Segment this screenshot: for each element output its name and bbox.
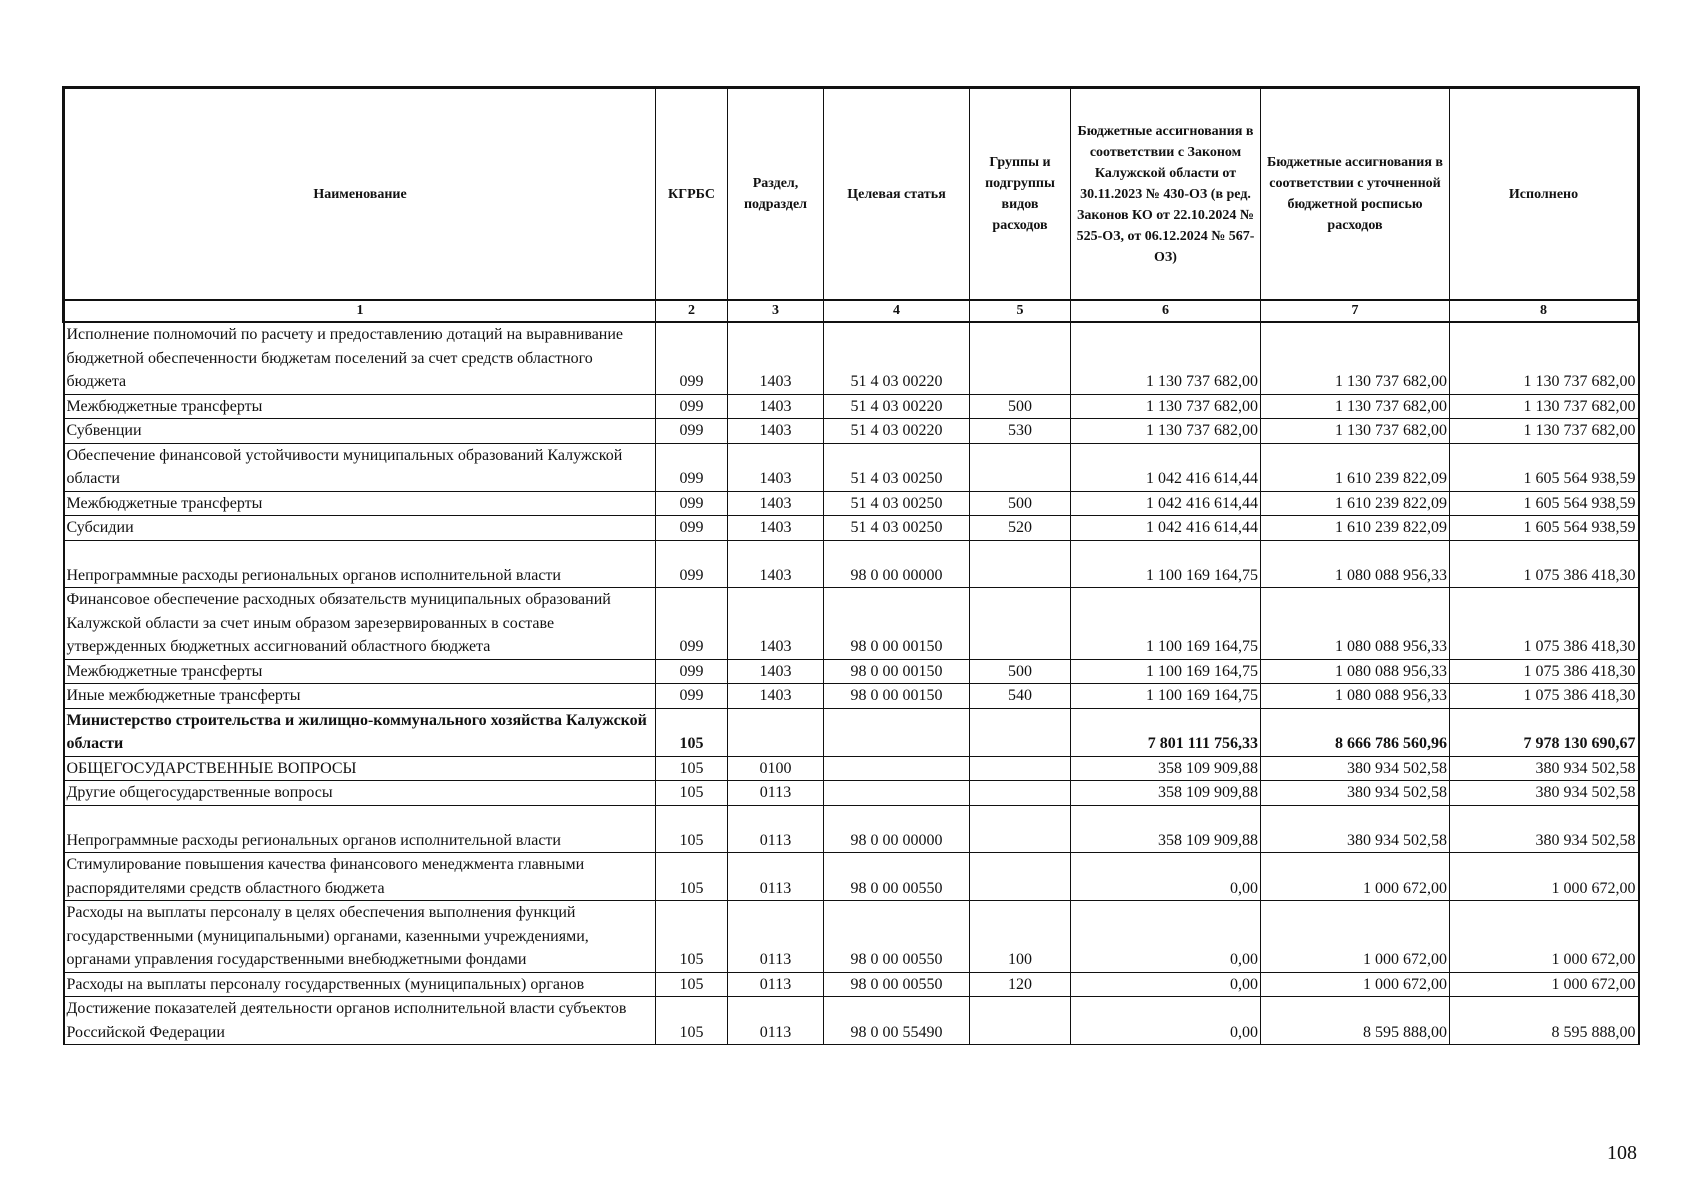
row-name: Другие общегосударственные вопросы — [64, 781, 656, 806]
table-row — [64, 540, 1639, 588]
header-refined-allocations: Бюджетные ассигнования в соответствии с уточненной бюджетной росписью расходов — [1261, 88, 1450, 301]
row-plan-amount: 380 934 502,58 — [1261, 781, 1450, 806]
column-number: 7 — [1261, 300, 1450, 322]
row-target-article: 98 0 00 00550 — [824, 901, 970, 973]
table-row — [64, 394, 1639, 419]
row-kgrbs: 105 — [656, 901, 728, 973]
row-expense-group — [970, 443, 1071, 491]
row-razdel: 1403 — [728, 491, 824, 516]
row-target-article: 51 4 03 00250 — [824, 443, 970, 491]
row-kgrbs: 099 — [656, 322, 728, 394]
row-kgrbs: 099 — [656, 588, 728, 660]
column-number: 8 — [1450, 300, 1639, 322]
row-name: Субвенции — [64, 419, 656, 444]
row-razdel: 1403 — [728, 516, 824, 541]
row-law-amount: 1 100 169 164,75 — [1071, 588, 1261, 660]
row-executed-amount: 1 130 737 682,00 — [1450, 394, 1639, 419]
row-kgrbs: 099 — [656, 516, 728, 541]
row-law-amount: 0,00 — [1071, 972, 1261, 997]
row-plan-amount: 1 610 239 822,09 — [1261, 516, 1450, 541]
header-razdel: Раздел, подраздел — [728, 88, 824, 301]
row-kgrbs: 105 — [656, 972, 728, 997]
row-name: Расходы на выплаты персоналу в целях обеспечения выполнения функций государственными (муниципальными) органами, казенными учреждениями, органами управления государственными внебюджетными фондами — [64, 901, 656, 973]
row-razdel — [728, 708, 824, 756]
row-kgrbs: 099 — [656, 540, 728, 588]
row-target-article: 51 4 03 00220 — [824, 419, 970, 444]
table-row-ministry-total — [64, 708, 1639, 756]
row-target-article: 98 0 00 00000 — [824, 805, 970, 853]
row-executed-amount: 8 595 888,00 — [1450, 997, 1639, 1045]
row-kgrbs: 105 — [656, 781, 728, 806]
row-law-amount: 358 109 909,88 — [1071, 805, 1261, 853]
header-executed: Исполнено — [1450, 88, 1639, 301]
row-law-amount: 358 109 909,88 — [1071, 781, 1261, 806]
row-plan-amount: 1 610 239 822,09 — [1261, 443, 1450, 491]
row-name: Расходы на выплаты персоналу государственных (муниципальных) органов — [64, 972, 656, 997]
row-executed-amount: 1 605 564 938,59 — [1450, 491, 1639, 516]
row-target-article: 98 0 00 00000 — [824, 540, 970, 588]
row-expense-group: 120 — [970, 972, 1071, 997]
row-name: ОБЩЕГОСУДАРСТВЕННЫЕ ВОПРОСЫ — [64, 756, 656, 781]
row-razdel: 1403 — [728, 588, 824, 660]
row-executed-amount: 1 000 672,00 — [1450, 853, 1639, 901]
row-expense-group: 520 — [970, 516, 1071, 541]
row-expense-group — [970, 540, 1071, 588]
row-executed-amount: 1 605 564 938,59 — [1450, 516, 1639, 541]
row-executed-amount: 1 130 737 682,00 — [1450, 419, 1639, 444]
header-kgrbs: КГРБС — [656, 88, 728, 301]
row-name: Исполнение полномочий по расчету и предоставлению дотаций на выравнивание бюджетной обеспеченности бюджетам поселений за счет средств областного бюджета — [64, 322, 656, 394]
row-executed-amount: 1 605 564 938,59 — [1450, 443, 1639, 491]
row-expense-group — [970, 781, 1071, 806]
row-law-amount: 1 100 169 164,75 — [1071, 659, 1261, 684]
table-row — [64, 516, 1639, 541]
row-target-article: 51 4 03 00220 — [824, 394, 970, 419]
row-target-article: 98 0 00 00550 — [824, 972, 970, 997]
row-expense-group — [970, 708, 1071, 756]
table-row — [64, 853, 1639, 901]
row-kgrbs: 099 — [656, 491, 728, 516]
row-plan-amount: 1 000 672,00 — [1261, 972, 1450, 997]
row-plan-amount: 1 080 088 956,33 — [1261, 588, 1450, 660]
row-kgrbs: 105 — [656, 853, 728, 901]
row-razdel: 0100 — [728, 756, 824, 781]
row-kgrbs: 099 — [656, 659, 728, 684]
row-law-amount: 1 042 416 614,44 — [1071, 443, 1261, 491]
row-plan-amount: 1 130 737 682,00 — [1261, 322, 1450, 394]
row-razdel: 1403 — [728, 684, 824, 709]
row-executed-amount: 1 075 386 418,30 — [1450, 659, 1639, 684]
table-row — [64, 419, 1639, 444]
row-razdel: 0113 — [728, 997, 824, 1045]
row-target-article — [824, 756, 970, 781]
row-name: Непрограммные расходы региональных органов исполнительной власти — [64, 540, 656, 588]
row-razdel: 0113 — [728, 805, 824, 853]
row-plan-amount: 380 934 502,58 — [1261, 805, 1450, 853]
row-name: Стимулирование повышения качества финансового менеджмента главными распорядителями средств областного бюджета — [64, 853, 656, 901]
row-plan-amount: 380 934 502,58 — [1261, 756, 1450, 781]
row-law-amount: 1 130 737 682,00 — [1071, 394, 1261, 419]
table-row — [64, 901, 1639, 973]
row-name: Межбюджетные трансферты — [64, 394, 656, 419]
row-kgrbs: 099 — [656, 684, 728, 709]
row-target-article — [824, 708, 970, 756]
row-expense-group: 100 — [970, 901, 1071, 973]
row-law-amount: 1 042 416 614,44 — [1071, 491, 1261, 516]
row-razdel: 1403 — [728, 419, 824, 444]
row-expense-group — [970, 322, 1071, 394]
table-row — [64, 443, 1639, 491]
row-kgrbs: 105 — [656, 997, 728, 1045]
row-expense-group — [970, 588, 1071, 660]
table-row — [64, 491, 1639, 516]
row-name: Межбюджетные трансферты — [64, 491, 656, 516]
budget-table — [62, 86, 1640, 1045]
row-executed-amount: 1 075 386 418,30 — [1450, 588, 1639, 660]
table-row — [64, 805, 1639, 853]
row-expense-group: 500 — [970, 659, 1071, 684]
row-target-article: 51 4 03 00250 — [824, 491, 970, 516]
table-row — [64, 684, 1639, 709]
row-law-amount: 7 801 111 756,33 — [1071, 708, 1261, 756]
row-law-amount: 1 100 169 164,75 — [1071, 540, 1261, 588]
row-expense-group: 540 — [970, 684, 1071, 709]
column-number: 1 — [64, 300, 656, 322]
table-row — [64, 781, 1639, 806]
row-expense-group — [970, 853, 1071, 901]
row-name: Непрограммные расходы региональных органов исполнительной власти — [64, 805, 656, 853]
header-expense-groups: Группы и подгруппы видов расходов — [970, 88, 1071, 301]
row-law-amount: 0,00 — [1071, 997, 1261, 1045]
row-razdel: 1403 — [728, 394, 824, 419]
row-razdel: 0113 — [728, 853, 824, 901]
row-name: Финансовое обеспечение расходных обязательств муниципальных образований Калужской области за счет иным образом зарезервированных в составе утвержденных бюджетных ассигнований областного бюджета — [64, 588, 656, 660]
row-plan-amount: 8 595 888,00 — [1261, 997, 1450, 1045]
row-name: Иные межбюджетные трансферты — [64, 684, 656, 709]
row-plan-amount: 1 610 239 822,09 — [1261, 491, 1450, 516]
row-target-article: 98 0 00 00150 — [824, 588, 970, 660]
row-law-amount: 1 042 416 614,44 — [1071, 516, 1261, 541]
row-expense-group — [970, 997, 1071, 1045]
row-target-article: 51 4 03 00220 — [824, 322, 970, 394]
row-name: Обеспечение финансовой устойчивости муниципальных образований Калужской области — [64, 443, 656, 491]
row-law-amount: 0,00 — [1071, 901, 1261, 973]
column-number: 5 — [970, 300, 1071, 322]
table-row — [64, 322, 1639, 394]
row-plan-amount: 1 080 088 956,33 — [1261, 540, 1450, 588]
table-header-row — [64, 88, 1639, 301]
row-executed-amount: 1 075 386 418,30 — [1450, 684, 1639, 709]
header-target-article: Целевая статья — [824, 88, 970, 301]
column-number: 3 — [728, 300, 824, 322]
row-kgrbs: 105 — [656, 756, 728, 781]
row-expense-group: 500 — [970, 394, 1071, 419]
table-row — [64, 756, 1639, 781]
row-law-amount: 1 130 737 682,00 — [1071, 419, 1261, 444]
row-plan-amount: 1 130 737 682,00 — [1261, 394, 1450, 419]
row-razdel: 0113 — [728, 901, 824, 973]
row-expense-group — [970, 756, 1071, 781]
row-razdel: 1403 — [728, 659, 824, 684]
table-row — [64, 659, 1639, 684]
row-kgrbs: 105 — [656, 805, 728, 853]
table-row — [64, 972, 1639, 997]
row-razdel: 1403 — [728, 443, 824, 491]
row-plan-amount: 1 080 088 956,33 — [1261, 659, 1450, 684]
row-executed-amount: 1 000 672,00 — [1450, 901, 1639, 973]
row-law-amount: 0,00 — [1071, 853, 1261, 901]
row-kgrbs: 105 — [656, 708, 728, 756]
row-executed-amount: 1 130 737 682,00 — [1450, 322, 1639, 394]
row-plan-amount: 1 080 088 956,33 — [1261, 684, 1450, 709]
row-plan-amount: 8 666 786 560,96 — [1261, 708, 1450, 756]
row-razdel: 0113 — [728, 972, 824, 997]
row-name: Достижение показателей деятельности органов исполнительной власти субъектов Российской Федерации — [64, 997, 656, 1045]
table-row — [64, 997, 1639, 1045]
row-name: Субсидии — [64, 516, 656, 541]
row-razdel: 1403 — [728, 540, 824, 588]
row-target-article: 98 0 00 00550 — [824, 853, 970, 901]
row-target-article: 98 0 00 55490 — [824, 997, 970, 1045]
row-kgrbs: 099 — [656, 394, 728, 419]
row-kgrbs: 099 — [656, 443, 728, 491]
row-target-article: 98 0 00 00150 — [824, 659, 970, 684]
row-razdel: 0113 — [728, 781, 824, 806]
page-number: 108 — [1607, 1142, 1637, 1164]
table-row — [64, 588, 1639, 660]
row-plan-amount: 1 000 672,00 — [1261, 901, 1450, 973]
row-plan-amount: 1 130 737 682,00 — [1261, 419, 1450, 444]
row-expense-group: 530 — [970, 419, 1071, 444]
row-executed-amount: 1 075 386 418,30 — [1450, 540, 1639, 588]
row-executed-amount: 380 934 502,58 — [1450, 805, 1639, 853]
row-executed-amount: 380 934 502,58 — [1450, 781, 1639, 806]
row-law-amount: 1 130 737 682,00 — [1071, 322, 1261, 394]
row-executed-amount: 7 978 130 690,67 — [1450, 708, 1639, 756]
column-number: 2 — [656, 300, 728, 322]
row-law-amount: 358 109 909,88 — [1071, 756, 1261, 781]
row-target-article — [824, 781, 970, 806]
row-name: Межбюджетные трансферты — [64, 659, 656, 684]
row-executed-amount: 1 000 672,00 — [1450, 972, 1639, 997]
header-law-allocations: Бюджетные ассигнования в соответствии с Законом Калужской области от 30.11.2023 № 430-ОЗ (в ред. Законов КО от 22.10.2024 № 525-ОЗ, от 06.12.2024 № 567-ОЗ) — [1071, 88, 1261, 301]
row-plan-amount: 1 000 672,00 — [1261, 853, 1450, 901]
row-executed-amount: 380 934 502,58 — [1450, 756, 1639, 781]
column-number: 6 — [1071, 300, 1261, 322]
row-razdel: 1403 — [728, 322, 824, 394]
row-kgrbs: 099 — [656, 419, 728, 444]
column-number: 4 — [824, 300, 970, 322]
row-expense-group: 500 — [970, 491, 1071, 516]
row-target-article: 51 4 03 00250 — [824, 516, 970, 541]
header-name: Наименование — [64, 88, 656, 301]
column-numbers-row — [64, 300, 1639, 322]
row-expense-group — [970, 805, 1071, 853]
row-name: Министерство строительства и жилищно-коммунального хозяйства Калужской области — [64, 708, 656, 756]
row-law-amount: 1 100 169 164,75 — [1071, 684, 1261, 709]
row-target-article: 98 0 00 00150 — [824, 684, 970, 709]
